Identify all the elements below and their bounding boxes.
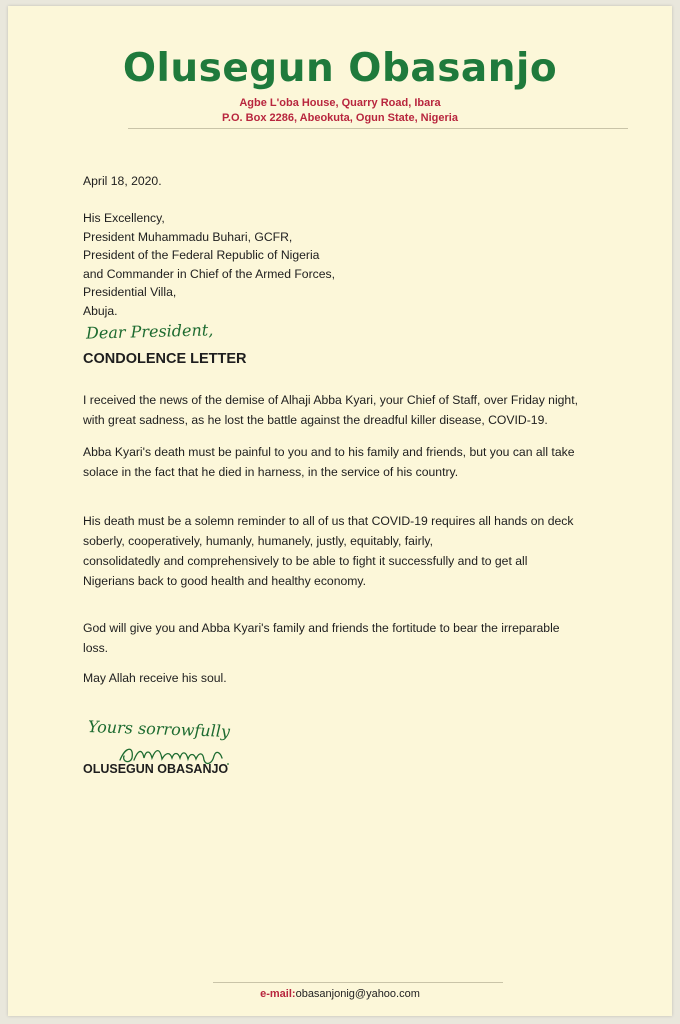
paragraph-line: solace in the fact that he died in harness, in the service of his country.	[83, 465, 459, 479]
letter-subject: CONDOLENCE LETTER	[83, 351, 247, 367]
addressee-line: President Muhammadu Buhari, GCFR,	[83, 229, 293, 244]
handwritten-salutation: Dear President,	[85, 320, 214, 343]
paragraph-line: loss.	[83, 641, 109, 655]
letterhead-name: Olusegun Obasanjo	[122, 46, 558, 91]
body-paragraph-4	[83, 618, 560, 658]
paragraph-line: I received the news of the demise of Alhaji Abba Kyari, your Chief of Staff, over Friday night,	[83, 393, 578, 407]
footer-divider	[213, 982, 503, 983]
paragraph-line: soberly, cooperatively, humanly, humanely, justly, equitably, fairly,	[83, 534, 433, 548]
addressee-line: President of the Federal Republic of Nigeria	[83, 248, 320, 262]
paragraph-line: with great sadness, as he lost the battle against the dreadful killer disease, COVID-19.	[83, 413, 548, 427]
paragraph-line: God will give you and Abba Kyari's family and friends the fortitude to bear the irreparable	[83, 621, 560, 635]
addressee-line: Presidential Villa,	[83, 285, 177, 299]
footer	[8, 988, 672, 1000]
letterhead-address-line2: P.O. Box 2286, Abeokuta, Ogun State, Nigeria	[222, 112, 458, 124]
footer-email-label: e-mail:	[260, 988, 296, 1000]
body-paragraph-1	[83, 390, 578, 430]
addressee-block	[83, 209, 335, 320]
letterhead-address-line1: Agbe L'oba House, Quarry Road, Ibara	[239, 97, 441, 109]
paragraph-line: May Allah receive his soul.	[83, 671, 227, 685]
letter-page	[8, 6, 672, 1016]
signer-name: OLUSEGUN OBASANJO	[83, 762, 229, 776]
body-paragraph-3	[83, 511, 573, 591]
addressee-line: Abuja.	[83, 303, 118, 318]
body-paragraph-5	[83, 668, 227, 688]
handwritten-closing: Yours sorrowfully	[87, 717, 231, 741]
paragraph-line: Nigerians back to good health and healthy economy.	[83, 574, 366, 588]
letter-date: April 18, 2020.	[83, 174, 162, 188]
paragraph-line: consolidatedly and comprehensively to be able to fight it successfully and to get all	[83, 554, 528, 568]
letterhead-divider	[128, 128, 628, 129]
addressee-line: and Commander in Chief of the Armed Forces,	[83, 266, 335, 281]
body-paragraph-2	[83, 442, 574, 482]
addressee-line: His Excellency,	[83, 211, 165, 225]
paragraph-line: His death must be a solemn reminder to all of us that COVID-19 requires all hands on deck	[83, 514, 574, 528]
paragraph-line: Abba Kyari's death must be painful to you and to his family and friends, but you can all take	[83, 445, 575, 459]
footer-email-link[interactable]: obasanjonig@yahoo.com	[295, 988, 420, 1000]
